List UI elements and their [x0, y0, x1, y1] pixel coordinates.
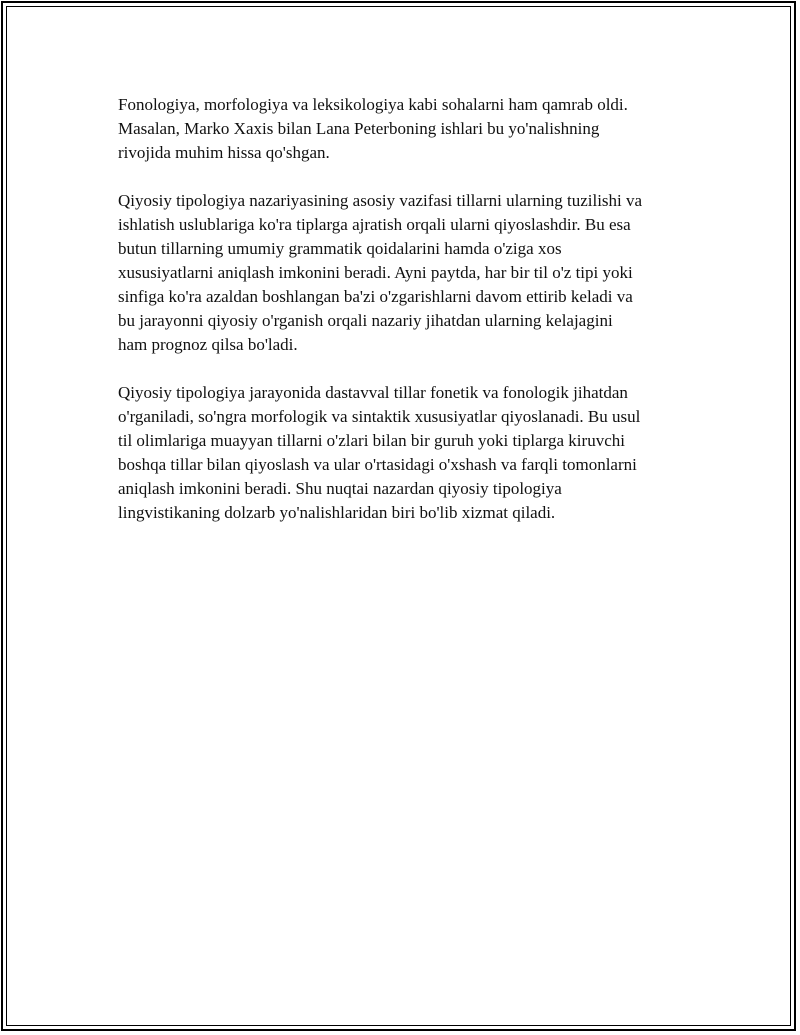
text-line: aniqlash imkonini beradi. Shu nuqtai nazardan qiyosiy tipologiya — [118, 479, 562, 498]
text-line: Fonologiya, morfologiya va leksikologiya kabi sohalarni ham qamrab oldi. — [118, 95, 628, 114]
text-line: lingvistikaning dolzarb yo'nalishlaridan biri bo'lib xizmat qiladi. — [118, 503, 556, 522]
text-line: ham prognoz qilsa bo'ladi. — [118, 335, 298, 354]
text-line: sinfiga ko'ra azaldan boshlangan ba'zi o'zgarishlarni davom ettirib keladi va — [118, 287, 633, 306]
text-line: xususiyatlarni aniqlash imkonini beradi. Ayni paytda, har bir til o'z tipi yoki — [118, 263, 633, 282]
text-line: butun tillarning umumiy grammatik qoidalarini hamda o'ziga xos — [118, 239, 562, 258]
paragraph-2 — [118, 189, 708, 357]
document-body — [118, 93, 708, 549]
paragraph-3 — [118, 381, 708, 525]
text-line: boshqa tillar bilan qiyoslash va ular o'rtasidagi o'xshash va farqli tomonlarni — [118, 455, 637, 474]
text-line: Masalan, Marko Xaxis bilan Lana Peterboning ishlari bu yo'nalishning — [118, 119, 600, 138]
text-line: rivojida muhim hissa qo'shgan. — [118, 143, 330, 162]
text-line: Qiyosiy tipologiya jarayonida dastavval tillar fonetik va fonologik jihatdan — [118, 383, 628, 402]
paragraph-1 — [118, 93, 708, 165]
text-line: Qiyosiy tipologiya nazariyasining asosiy vazifasi tillarni ularning tuzilishi va — [118, 191, 643, 210]
text-line: o'rganiladi, so'ngra morfologik va sintaktik xususiyatlar qiyoslanadi. Bu usul — [118, 407, 641, 426]
text-line: til olimlariga muayyan tillarni o'zlari bilan bir guruh yoki tiplarga kiruvchi — [118, 431, 625, 450]
text-line: ishlatish uslublariga ko'ra tiplarga ajratish orqali ularni qiyoslashdir. Bu esa — [118, 215, 631, 234]
text-line: bu jarayonni qiyosiy o'rganish orqali nazariy jihatdan ularning kelajagini — [118, 311, 613, 330]
